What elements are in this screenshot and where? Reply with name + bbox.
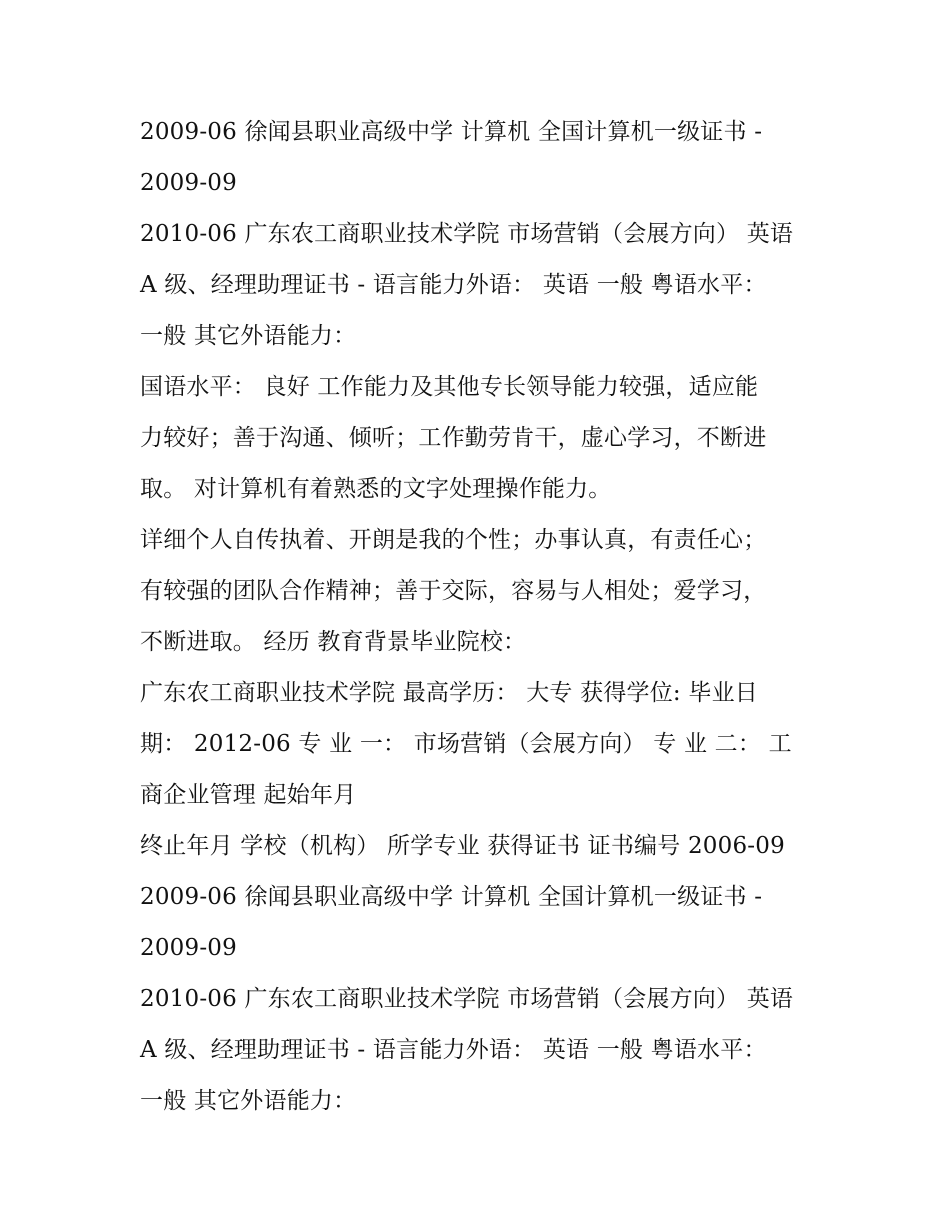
text-line: 2010-06 广东农工商职业技术学院 市场营销（会展方向） 英语 (140, 221, 794, 247)
text-line: 2009-09 (140, 170, 237, 196)
text-line: 不断进取。 经历 教育背景毕业院校： (140, 629, 527, 655)
text-line: 一般 其它外语能力： (140, 323, 357, 349)
text-line: 2009-09 (140, 935, 237, 961)
text-line: 广东农工商职业技术学院 最高学历： 大专 获得学位: 毕业日 (140, 680, 758, 706)
text-line: 2009-06 徐闻县职业高级中学 计算机 全国计算机一级证书 - (140, 884, 763, 910)
text-line: 2010-06 广东农工商职业技术学院 市场营销（会展方向） 英语 (140, 986, 794, 1012)
text-line: 有较强的团队合作精神；善于交际，容易与人相处；爱学习， (140, 578, 767, 604)
document-body (140, 107, 820, 1127)
text-line: 一般 其它外语能力： (140, 1088, 357, 1114)
text-line: 详细个人自传执着、开朗是我的个性；办事认真，有责任心； (140, 527, 767, 553)
text-line: 终止年月 学校（机构） 所学专业 获得证书 证书编号 2006-09 (140, 833, 785, 859)
text-line: A 级、经理助理证书 - 语言能力外语： 英语 一般 粤语水平： (140, 272, 767, 298)
text-line: 力较好；善于沟通、倾听；工作勤劳肯干，虚心学习，不断进 (140, 425, 767, 451)
text-line: 商企业管理 起始年月 (140, 782, 357, 808)
text-line: 2009-06 徐闻县职业高级中学 计算机 全国计算机一级证书 - (140, 119, 763, 145)
text-line: A 级、经理助理证书 - 语言能力外语： 英语 一般 粤语水平： (140, 1037, 767, 1063)
text-line: 期： 2012-06 专 业 一： 市场营销（会展方向） 专 业 二： 工 (140, 731, 792, 757)
text-line: 国语水平： 良好 工作能力及其他专长领导能力较强，适应能 (140, 374, 759, 400)
text-line: 取。 对计算机有着熟悉的文字处理操作能力。 (140, 476, 612, 502)
